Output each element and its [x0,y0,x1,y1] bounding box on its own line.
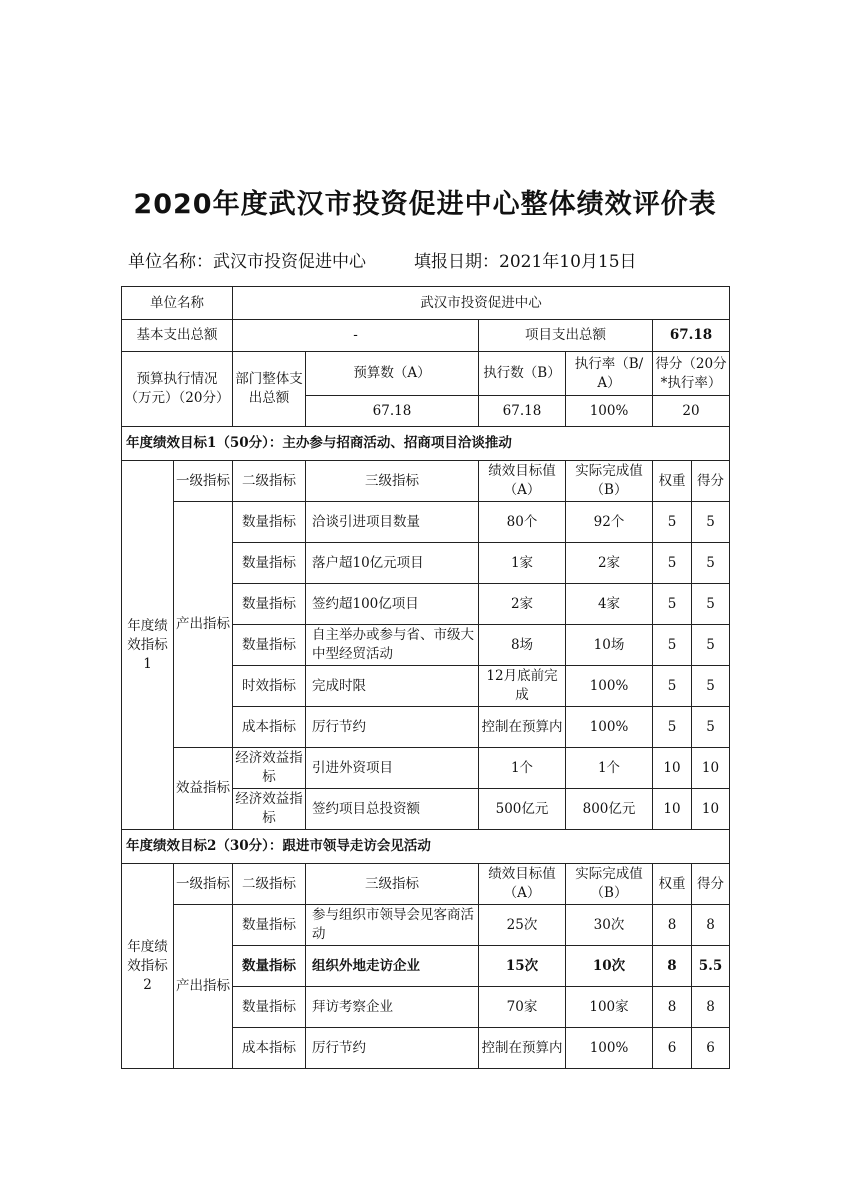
score-cell: 5 [692,625,730,666]
weight-cell: 8 [653,905,692,946]
level2-header: 二级指标 [233,864,306,905]
level3-cell: 签约项目总投资额 [306,789,479,830]
unit-label: 单位名称： [128,252,213,272]
target-cell: 2家 [479,584,566,625]
date-label: 填报日期： [414,252,499,272]
level2-cell: 数量指标 [233,584,306,625]
weight-cell: 8 [653,946,692,987]
actual-cell: 100% [566,707,653,748]
target-cell: 12月底前完成 [479,666,566,707]
summary-row-expense [122,320,730,352]
table-row [122,748,730,789]
level3-cell: 签约超100亿项目 [306,584,479,625]
score-col-header: 得分 [692,864,730,905]
goal1-header-row [122,461,730,502]
level3-cell: 引进外资项目 [306,748,479,789]
actual-cell: 100% [566,1028,653,1069]
target-cell: 70家 [479,987,566,1028]
weight-cell: 5 [653,584,692,625]
target-cell: 80个 [479,502,566,543]
actual-header: 实际完成值（B） [566,461,653,502]
summary-row-unit [122,287,730,320]
actual-cell: 92个 [566,502,653,543]
level3-cell: 自主举办或参与省、市级大中型经贸活动 [306,625,479,666]
level2-cell: 数量指标 [233,502,306,543]
score-cell: 10 [692,748,730,789]
score-cell: 8 [692,905,730,946]
goal1-title-row [122,427,730,461]
table-row [122,502,730,543]
target-cell: 15次 [479,946,566,987]
level2-cell: 数量指标 [233,543,306,584]
level2-cell: 成本指标 [233,1028,306,1069]
actual-cell: 30次 [566,905,653,946]
target-cell: 25次 [479,905,566,946]
project-expense-label: 项目支出总额 [479,320,653,352]
goal1-title: 年度绩效目标1（50分）：主办参与招商活动、招商项目洽谈推动 [122,427,730,461]
level2-cell: 时效指标 [233,666,306,707]
score-header: 得分（20分*执行率） [653,352,730,396]
goal2-output-label: 产出指标 [174,905,233,1069]
exec-value: 67.18 [479,396,566,427]
level2-cell: 数量指标 [233,987,306,1028]
actual-cell: 4家 [566,584,653,625]
unit-value: 武汉市投资促进中心 [213,252,366,272]
report-meta [128,247,637,272]
level1-header: 一级指标 [174,864,233,905]
goal1-side-label: 年度绩效指标1 [122,461,174,830]
level3-cell: 参与组织市领导会见客商活动 [306,905,479,946]
budget-header: 预算数（A） [306,352,479,396]
level3-cell: 洽谈引进项目数量 [306,502,479,543]
page-title: 2020年度武汉市投资促进中心整体绩效评价表 [133,189,717,220]
weight-cell: 8 [653,987,692,1028]
basic-expense-label: 基本支出总额 [122,320,233,352]
score-cell: 10 [692,789,730,830]
basic-expense-value: - [233,320,479,352]
weight-cell: 5 [653,502,692,543]
score-col-header: 得分 [692,461,730,502]
actual-cell: 10次 [566,946,653,987]
weight-header: 权重 [653,864,692,905]
weight-cell: 5 [653,543,692,584]
level3-cell: 完成时限 [306,666,479,707]
level3-cell: 厉行节约 [306,707,479,748]
target-cell: 1个 [479,748,566,789]
exec-header: 执行数（B） [479,352,566,396]
actual-cell: 2家 [566,543,653,584]
score-cell: 5 [692,543,730,584]
target-cell: 控制在预算内 [479,1028,566,1069]
goal1-benefit-label: 效益指标 [174,748,233,830]
level3-cell: 组织外地走访企业 [306,946,479,987]
project-expense-value: 67.18 [653,320,730,352]
actual-cell: 1个 [566,748,653,789]
level2-cell: 数量指标 [233,946,306,987]
goal2-header-row [122,864,730,905]
weight-cell: 10 [653,748,692,789]
weight-cell: 5 [653,666,692,707]
score-cell: 5 [692,707,730,748]
budget-value: 67.18 [306,396,479,427]
actual-header: 实际完成值（B） [566,864,653,905]
budget-execution-label: 预算执行情况（万元）（20分） [122,352,233,427]
level3-cell: 拜访考察企业 [306,987,479,1028]
target-header: 绩效目标值（A） [479,461,566,502]
goal1-output-label: 产出指标 [174,502,233,748]
rate-value: 100% [566,396,653,427]
target-cell: 1家 [479,543,566,584]
level2-cell: 数量指标 [233,625,306,666]
weight-cell: 5 [653,707,692,748]
score-value: 20 [653,396,730,427]
date-value: 2021年10月15日 [499,252,637,272]
goal2-title: 年度绩效目标2（30分）：跟进市领导走访会见活动 [122,830,730,864]
target-cell: 8场 [479,625,566,666]
actual-cell: 10场 [566,625,653,666]
level2-cell: 数量指标 [233,905,306,946]
rate-header: 执行率（B/A） [566,352,653,396]
unit-name-label: 单位名称 [122,287,233,320]
dept-total-label: 部门整体支出总额 [233,352,306,427]
table-row [122,905,730,946]
level3-header: 三级指标 [306,864,479,905]
weight-cell: 10 [653,789,692,830]
level2-cell: 成本指标 [233,707,306,748]
weight-header: 权重 [653,461,692,502]
actual-cell: 100% [566,666,653,707]
level3-cell: 厉行节约 [306,1028,479,1069]
level1-header: 一级指标 [174,461,233,502]
performance-table [121,286,730,1069]
target-cell: 控制在预算内 [479,707,566,748]
score-cell: 6 [692,1028,730,1069]
goal2-side-label: 年度绩效指标2 [122,864,174,1069]
budget-header-row [122,352,730,396]
level2-cell: 经济效益指标 [233,748,306,789]
score-cell: 5 [692,584,730,625]
score-cell: 5.5 [692,946,730,987]
target-cell: 500亿元 [479,789,566,830]
score-cell: 5 [692,666,730,707]
actual-cell: 100家 [566,987,653,1028]
unit-name-value: 武汉市投资促进中心 [233,287,730,320]
score-cell: 5 [692,502,730,543]
goal2-title-row [122,830,730,864]
score-cell: 8 [692,987,730,1028]
level3-cell: 落户超10亿元项目 [306,543,479,584]
weight-cell: 6 [653,1028,692,1069]
actual-cell: 800亿元 [566,789,653,830]
level3-header: 三级指标 [306,461,479,502]
level2-header: 二级指标 [233,461,306,502]
target-header: 绩效目标值（A） [479,864,566,905]
weight-cell: 5 [653,625,692,666]
level2-cell: 经济效益指标 [233,789,306,830]
